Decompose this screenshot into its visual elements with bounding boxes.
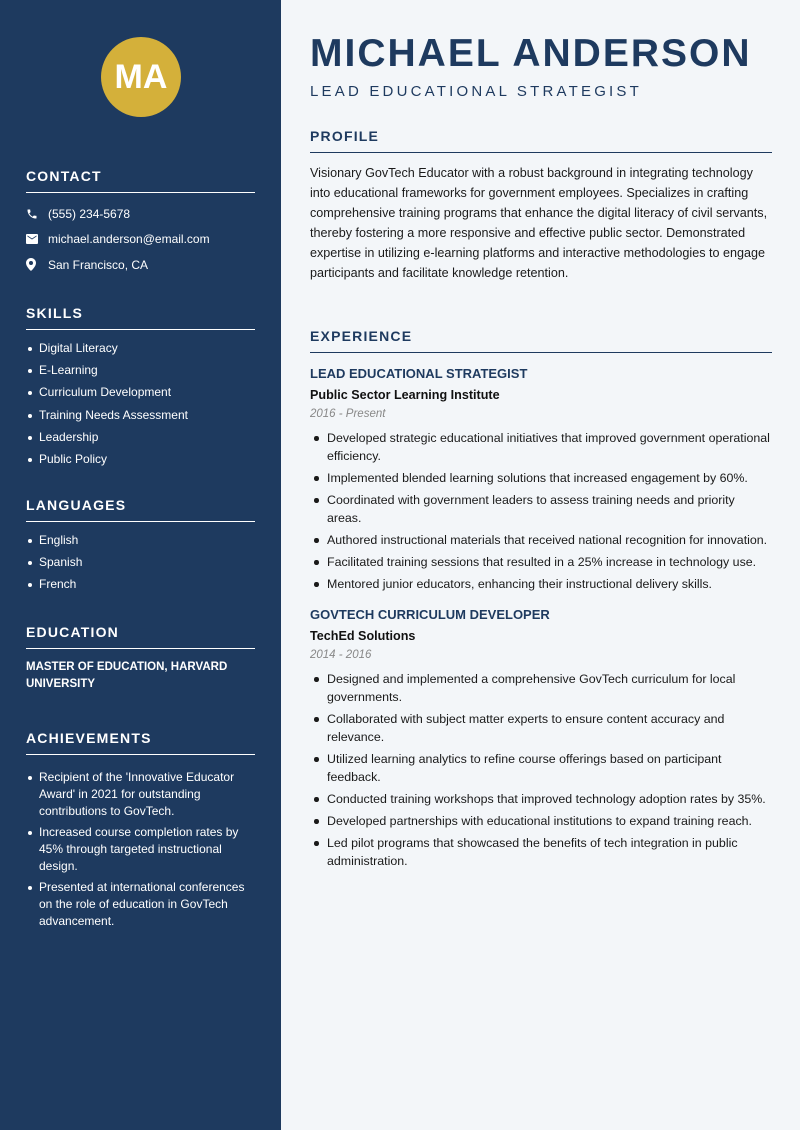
job-entry	[310, 366, 772, 593]
job-bullet: Led pilot programs that showcased the benefits of tech integration in public administration.	[310, 834, 772, 870]
education-heading: EDUCATION	[26, 624, 255, 649]
languages-list	[26, 532, 255, 599]
job-title: GOVTECH CURRICULUM DEVELOPER	[310, 607, 550, 622]
languages-section	[26, 497, 255, 599]
experience-heading: EXPERIENCE	[310, 328, 772, 353]
skill-item: Public Policy	[26, 451, 255, 473]
achievement-item: Presented at international conferences on the role of education in GovTech advancement.	[26, 879, 255, 930]
job-bullet: Conducted training workshops that improved technology adoption rates by 35%.	[310, 790, 772, 808]
job-dates: 2014 - 2016	[310, 649, 372, 661]
job-company: Public Sector Learning Institute	[310, 388, 500, 402]
skill-item: E-Learning	[26, 362, 255, 384]
achievement-item: Recipient of the 'Innovative Educator Award' in 2021 for outstanding contributions to GovTech.	[26, 769, 255, 820]
job-bullet: Facilitated training sessions that resulted in a 25% increase in technology use.	[310, 553, 772, 571]
email-icon	[26, 234, 48, 244]
achievements-section	[26, 730, 255, 934]
location-text: San Francisco, CA	[48, 257, 149, 272]
job-bullet: Developed partnerships with educational institutions to expand training reach.	[310, 812, 772, 830]
contact-email[interactable]	[26, 227, 255, 253]
education-degree: MASTER OF EDUCATION, HARVARD UNIVERSITY	[26, 661, 228, 690]
skill-item: Digital Literacy	[26, 340, 255, 362]
skills-list	[26, 340, 255, 473]
candidate-title: LEAD EDUCATIONAL STRATEGIST	[310, 83, 642, 100]
sidebar	[0, 0, 281, 1130]
skills-section	[26, 305, 255, 473]
job-bullet: Mentored junior educators, enhancing their instructional delivery skills.	[310, 575, 772, 593]
skills-heading: SKILLS	[26, 305, 255, 330]
job-bullet: Implemented blended learning solutions that increased engagement by 60%.	[310, 469, 772, 487]
job-bullet: Collaborated with subject matter experts to ensure content accuracy and relevance.	[310, 710, 772, 746]
profile-section	[310, 128, 772, 283]
avatar: MA	[101, 37, 181, 117]
contact-location	[26, 252, 255, 278]
profile-text: Visionary GovTech Educator with a robust background in integrating technology into educational frameworks for government employees. Specializes in crafting comprehensive training programs that enhance the digital literacy of civil servants, thereby fostering a more responsive and effective public sector. Demonstrated expertise in utilizing e-learning platforms and interactive methodologies to engage participants and facilitate knowledge retention.	[310, 166, 768, 280]
achievement-item: Increased course completion rates by 45% through targeted instructional design.	[26, 824, 255, 875]
languages-heading: LANGUAGES	[26, 497, 255, 522]
phone-icon	[26, 208, 48, 220]
achievements-heading: ACHIEVEMENTS	[26, 730, 255, 755]
experience-section	[310, 328, 772, 874]
location-pin-icon	[26, 258, 48, 271]
job-bullets	[310, 670, 772, 870]
candidate-name: MICHAEL ANDERSON	[310, 32, 752, 75]
language-item: French	[26, 576, 255, 598]
job-entry	[310, 607, 772, 870]
skill-item: Training Needs Assessment	[26, 407, 255, 429]
contact-phone[interactable]	[26, 201, 255, 227]
education-section	[26, 624, 255, 693]
skill-item: Curriculum Development	[26, 384, 255, 406]
language-item: English	[26, 532, 255, 554]
job-bullet: Coordinated with government leaders to assess training needs and priority areas.	[310, 491, 772, 527]
language-item: Spanish	[26, 554, 255, 576]
phone-text: (555) 234-5678	[48, 206, 131, 221]
contact-heading: CONTACT	[26, 168, 255, 193]
profile-heading: PROFILE	[310, 128, 772, 153]
contact-section	[26, 168, 255, 278]
job-bullet: Developed strategic educational initiatives that improved government operational efficiency.	[310, 429, 772, 465]
job-bullet: Designed and implemented a comprehensive GovTech curriculum for local governments.	[310, 670, 772, 706]
job-company: TechEd Solutions	[310, 629, 416, 643]
job-bullet: Utilized learning analytics to refine course offerings based on participant feedback.	[310, 750, 772, 786]
job-title: LEAD EDUCATIONAL STRATEGIST	[310, 366, 528, 381]
email-text: michael.anderson@email.com	[48, 232, 210, 247]
job-dates: 2016 - Present	[310, 408, 386, 420]
job-bullet: Authored instructional materials that received national recognition for innovation.	[310, 531, 772, 549]
job-bullets	[310, 429, 772, 593]
skill-item: Leadership	[26, 429, 255, 451]
achievements-list	[26, 769, 255, 930]
